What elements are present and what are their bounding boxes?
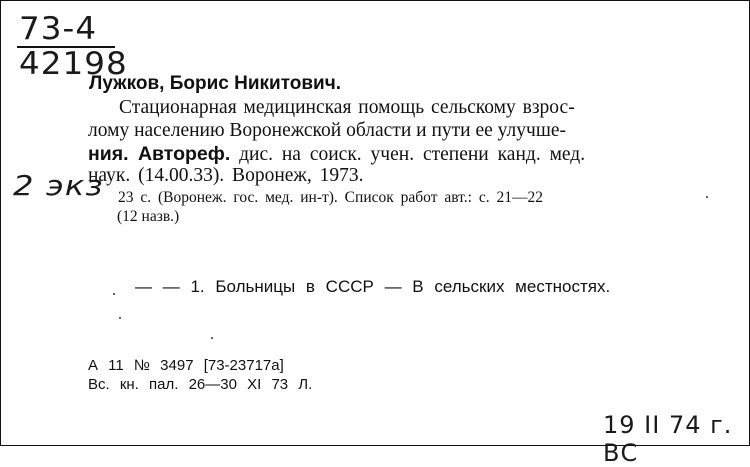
ink-speck xyxy=(119,317,121,319)
handwritten-call-number: 73-4 xyxy=(19,11,98,47)
ink-speck xyxy=(113,293,115,295)
title-line-2: лому населению Воронежской области и пути ее улучше- xyxy=(88,120,566,141)
subject-heading: — — 1. Больницы в СССР — В сельских местностях. xyxy=(135,277,611,296)
imprint-line: наук. (14.00.33). Воронеж, 1973. xyxy=(88,165,364,186)
handwritten-bottom-note: 19 II 74 г. ВС xyxy=(603,411,733,467)
handwritten-inventory-number: 42198 xyxy=(19,46,128,82)
degree-text: дис. на соиск. учен. степени канд. мед. xyxy=(230,144,586,165)
collation-line: 23 с. (Воронеж. гос. мед. ин-т). Список работ авт.: с. 21—22 xyxy=(118,189,543,206)
author-heading: Лужков, Борис Никитович. xyxy=(89,73,342,94)
abstract-label: ния. Автореф. xyxy=(88,143,231,165)
title-line-1: Стационарная медицинская помощь сельскому взрос- xyxy=(119,97,575,118)
book-chamber-line: Вс. кн. пал. 26—30 XI 73 Л. xyxy=(88,376,313,393)
ink-speck xyxy=(211,337,213,339)
handwritten-copies-mark: 2 экз xyxy=(13,169,104,202)
collation-continuation: (12 назв.) xyxy=(117,208,180,225)
catalog-number-line: А 11 № 3497 [73-23717а] xyxy=(88,357,284,374)
ink-speck xyxy=(706,196,708,198)
title-line-3 xyxy=(88,143,585,166)
